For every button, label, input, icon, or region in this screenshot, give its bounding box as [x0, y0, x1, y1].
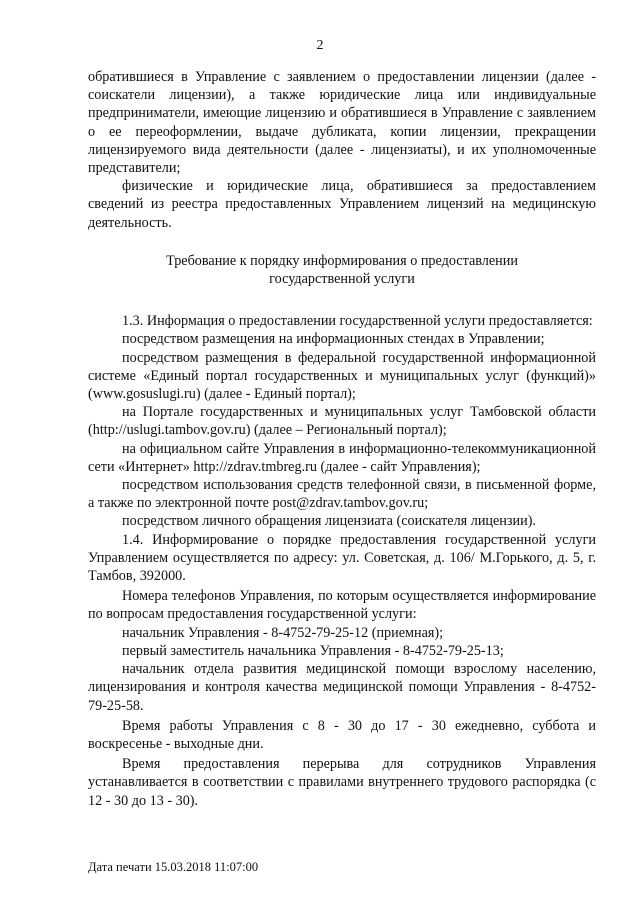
- paragraph-phone-numbers: Номера телефонов Управления, по которым осуществляется информирование по вопросам предоставления государственной услуги:: [88, 588, 596, 623]
- paragraph-info-stands: посредством размещения на информационных стендах в Управлении;: [122, 331, 545, 348]
- paragraph-department-phone: начальник отдела развития медицинской помощи взрослому населению, лицензирования и контроля качества медицинской помощи Управления - 8-4752-79-25-58.: [88, 661, 596, 714]
- section-heading: [88, 252, 596, 288]
- paragraph-head-phone: начальник Управления - 8-4752-79-25-12 (приемная);: [122, 624, 444, 641]
- section-heading-line-1: Требование к порядку информирования о предоставлении: [166, 252, 518, 269]
- paragraph-phone-email: посредством использования средств телефонной связи, в письменной форме, а также по электронной почте post@zdrav.tambov.gov.ru;: [88, 477, 596, 512]
- paragraph-break-time: Время предоставления перерыва для сотрудников Управления устанавливается в соответствии с правилами внутреннего трудового распорядка (с 12 - 30 до 13 - 30).: [88, 756, 596, 809]
- paragraph-deputy-phone: первый заместитель начальника Управления - 8-4752-79-25-13;: [122, 642, 504, 659]
- paragraph-1-3: 1.3. Информация о предоставлении государственной услуги предоставляется:: [122, 313, 593, 330]
- paragraph-registry-requesters: физические и юридические лица, обратившиеся за предоставлением сведений из реестра предоставленных Управлением лицензий на медицинскую деятельность.: [88, 178, 596, 231]
- paragraph-1-4-address: 1.4. Информирование о порядке предоставления государственной услуги Управлением осуществляется по адресу: ул. Советская, д. 106/ М.Горького, д. 5, г. Тамбов, 392000.: [88, 531, 596, 585]
- paragraph-official-site: на официальном сайте Управления в информационно-телекоммуникационной сети «Интернет» http://zdrav.tmbreg.ru (далее - сайт Управления);: [88, 440, 596, 475]
- section-heading-line-2: государственной услуги: [269, 271, 415, 288]
- print-date: Дата печати 15.03.2018 11:07:00: [88, 860, 259, 874]
- paragraph-working-hours: Время работы Управления с 8 - 30 до 17 - 30 ежедневно, суббота и воскресенье - выходные дни.: [88, 717, 596, 752]
- paragraph-personal-visit: посредством личного обращения лицензиата (соискателя лицензии).: [122, 513, 536, 530]
- paragraph-unified-portal: посредством размещения в федеральной государственной информационной системе «Единый портал государственных и муниципальных услуг (функций)» (www.gosuslugi.ru) (далее - Единый портал);: [88, 349, 596, 403]
- page-number: 2: [316, 38, 324, 53]
- paragraph-applicants: обратившиеся в Управление с заявлением о предоставлении лицензии (далее - соискатели лицензии), а также юридические лица или индивидуальные предприниматели, имеющие лицензию и обратившиеся в Управление с заявлением о ее переоформлении, выдаче дубликата, копии лицензии, прекращении лицензируемого вида деятельности (далее - лицензиаты), и их уполномоченные представители;: [88, 69, 596, 177]
- paragraph-regional-portal: на Портале государственных и муниципальных услуг Тамбовской области (http://uslugi.tambov.gov.ru) (далее – Региональный портал);: [88, 404, 596, 439]
- document-body: [88, 68, 596, 810]
